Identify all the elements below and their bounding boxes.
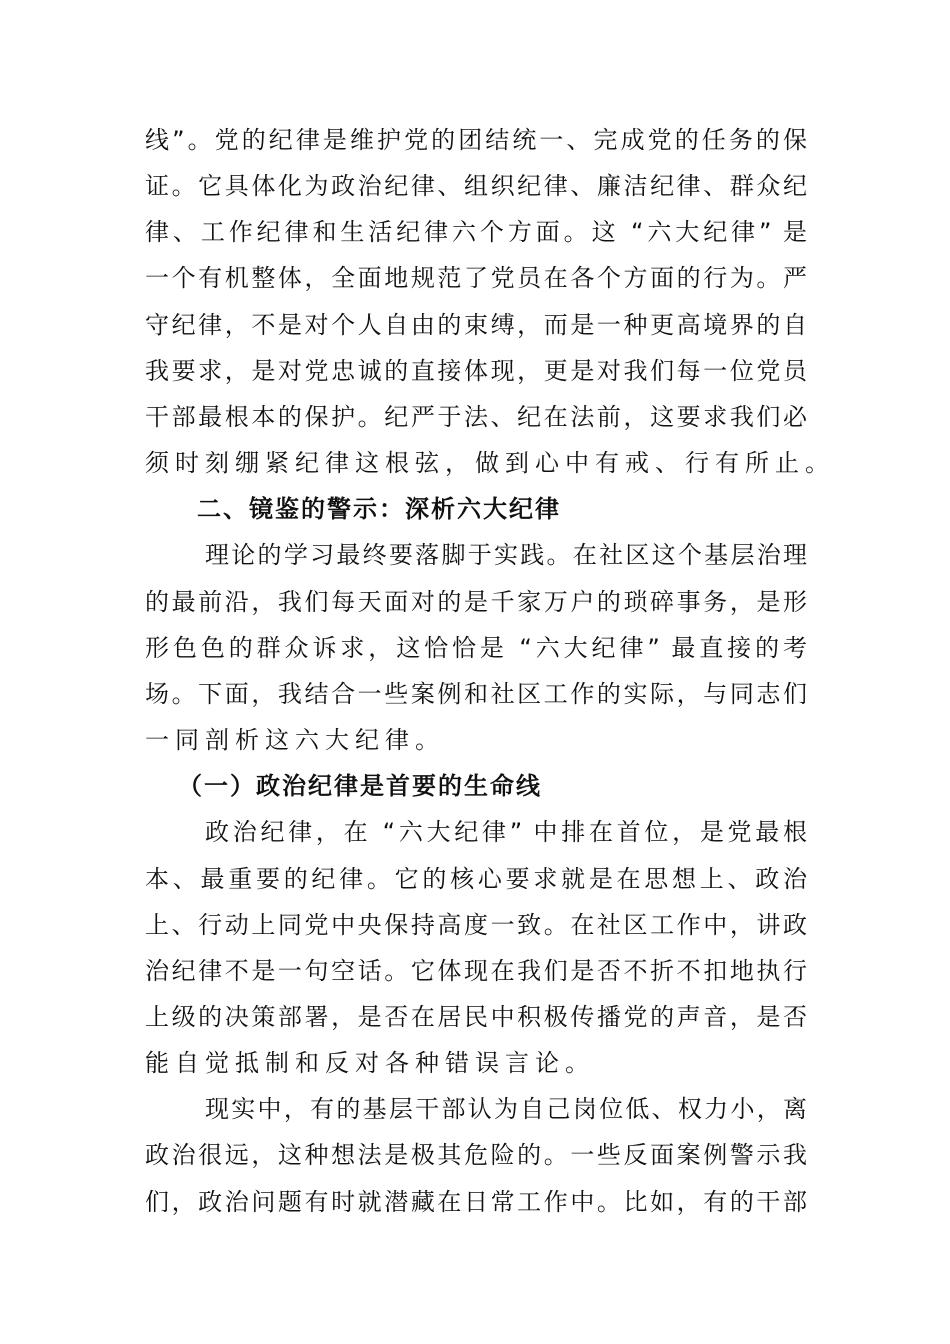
text-line: 一同剖析这六大纪律。 — [145, 726, 445, 755]
section-heading: 二、镜鉴的警示：深析六大纪律 — [197, 495, 561, 524]
text-line: 我要求，是对党忠诚的直接体现，更是对我们每一位党员 — [145, 356, 807, 385]
paragraph-discipline-overview — [145, 117, 835, 486]
text-line: 场。下面，我结合一些案例和社区工作的实际，与同志们 — [145, 679, 807, 708]
text-line: 们，政治问题有时就潜藏在日常工作中。比如，有的干部 — [145, 1187, 807, 1216]
text-line: 律、工作纪律和生活纪律六个方面。这 “六大纪律” 是 — [145, 218, 807, 247]
text-line: 守纪律，不是对个人自由的束缚，而是一种更高境界的自 — [145, 310, 807, 339]
text-line: 现实中，有的基层干部认为自己岗位低、权力小，离 — [205, 1095, 807, 1124]
text-line: 上级的决策部署，是否在居民中积极传播党的声音，是否 — [145, 1002, 807, 1031]
text-line: 的最前沿，我们每天面对的是千家万户的琐碎事务，是形 — [145, 587, 807, 616]
text-line: 本、最重要的纪律。它的核心要求就是在思想上、政治 — [145, 864, 807, 893]
text-line: 形色色的群众诉求，这恰恰是 “六大纪律” 最直接的考 — [145, 633, 807, 662]
text-line: 政治很远，这种想法是极其危险的。一些反面案例警示我 — [145, 1141, 807, 1170]
text-line: 能自觉抵制和反对各种错误言论。 — [145, 1049, 595, 1078]
text-line: 证。它具体化为政治纪律、组织纪律、廉洁纪律、群众纪 — [145, 172, 807, 201]
text-line: 一个有机整体，全面地规范了党员在各个方面的行为。严 — [145, 264, 807, 293]
text-line: 线”。党的纪律是维护党的团结统一、完成党的任务的保 — [145, 126, 807, 154]
text-line: 治纪律不是一句空话。它体现在我们是否不折不扣地执行 — [145, 956, 807, 985]
text-line: 理论的学习最终要落脚于实践。在社区这个基层治理 — [205, 541, 807, 570]
text-line: 政治纪律，在 “六大纪律” 中排在首位，是党最根 — [205, 818, 807, 847]
document-page — [145, 117, 835, 1225]
paragraph-political-discipline — [145, 809, 807, 1086]
text-line: 须时刻绷紧纪律这根弦，做到心中有戒、行有所止。 — [145, 449, 835, 478]
text-line: 上、行动上同党中央保持高度一致。在社区工作中，讲政 — [145, 910, 807, 939]
paragraph-practice — [145, 532, 807, 763]
paragraph-reality — [145, 1086, 807, 1224]
subsection-heading: （一）政治纪律是首要的生命线 — [178, 772, 542, 801]
text-line: 干部最根本的保护。纪严于法、纪在法前，这要求我们必 — [145, 402, 807, 431]
